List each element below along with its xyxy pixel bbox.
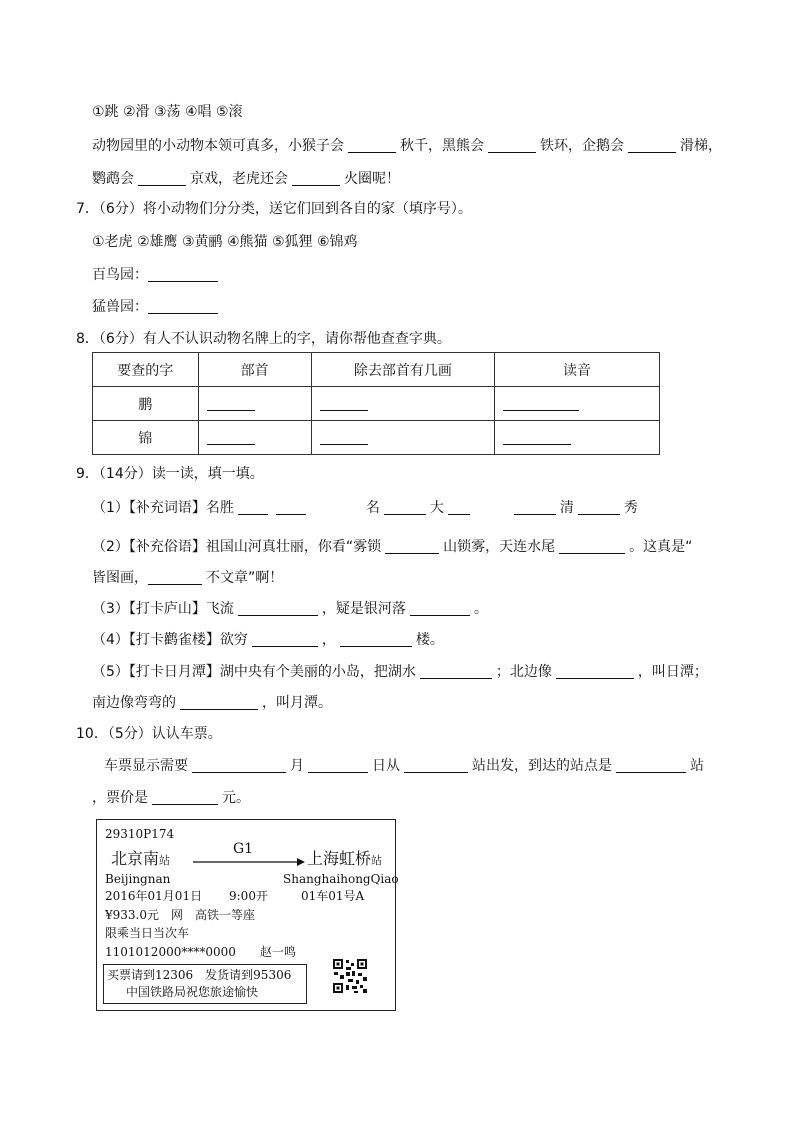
q6-text: 铁环，企鹅会 <box>540 138 624 154</box>
q9-part1 <box>92 499 638 517</box>
bird-garden-label: 百鸟园： <box>92 267 148 283</box>
q10-text: 车票显示需要 <box>104 758 188 774</box>
q9-text: 楼。 <box>415 632 444 648</box>
ticket-notice-2: 中国铁路局祝您旅途愉快 <box>126 985 259 999</box>
q9-text: （2）【补充俗语】祖国山河真壮丽，你看“雾锁 <box>92 539 382 555</box>
answer-blank[interactable] <box>616 758 686 773</box>
table-cell <box>198 387 311 421</box>
q9-text: （4）【打卡鹳雀楼】欲穷 <box>92 632 248 648</box>
q8-title: 8．（6分）有人不认识动物名牌上的字，请你帮他查查字典。 <box>76 331 451 347</box>
ticket-limit: 限乘当日当次车 <box>105 926 190 940</box>
answer-blank[interactable] <box>385 539 439 554</box>
ticket-time: 9:00开 <box>229 889 268 903</box>
q9-part2-line2 <box>92 569 283 587</box>
q9-text: ，叫月潭。 <box>262 695 332 711</box>
q9-text: ， <box>321 632 336 648</box>
beast-garden-blank[interactable] <box>148 299 218 314</box>
ticket-code: 29310P174 <box>105 827 175 841</box>
table-header: 读音 <box>495 353 660 387</box>
answer-blank[interactable] <box>238 601 318 616</box>
answer-blank[interactable] <box>559 539 625 554</box>
table-cell <box>311 387 494 421</box>
arrival-station-en: ShanghaihongQiao <box>283 872 399 886</box>
q9-text: （3）【打卡庐山】飞流 <box>92 601 234 617</box>
arrival-station-name: 上海虹桥 <box>307 849 372 868</box>
q9-part5-line2 <box>92 694 332 712</box>
ticket-passenger: 1101012000****0000 赵一鸣 <box>105 945 296 959</box>
answer-blank[interactable] <box>503 396 579 411</box>
q9-text: ；北边像 <box>495 664 552 680</box>
answer-blank[interactable] <box>180 695 258 710</box>
q9-text: 秀 <box>623 500 638 516</box>
table-cell <box>198 421 311 455</box>
q7-bird-line <box>92 266 222 284</box>
answer-blank[interactable] <box>448 500 470 515</box>
table-cell <box>495 387 660 421</box>
table-header: 要查的字 <box>93 353 199 387</box>
answer-blank[interactable] <box>420 664 492 679</box>
q6-text: 秋千，黑熊会 <box>400 138 484 154</box>
answer-blank[interactable] <box>276 500 306 515</box>
ticket-seat: 01车01号A <box>301 889 365 903</box>
q9-text: 大 <box>429 500 444 516</box>
answer-blank[interactable] <box>152 790 218 805</box>
answer-blank[interactable] <box>340 632 412 647</box>
q10-line2 <box>92 789 250 807</box>
answer-blank[interactable] <box>148 570 202 585</box>
dictionary-table <box>92 352 660 455</box>
ticket-price: ¥933.0元 网 高铁一等座 <box>105 908 255 922</box>
departure-station <box>111 850 170 870</box>
answer-blank[interactable] <box>207 430 255 445</box>
answer-blank[interactable] <box>514 500 556 515</box>
q10-text: 元。 <box>222 790 250 806</box>
answer-blank[interactable] <box>192 758 286 773</box>
table-row <box>93 421 660 455</box>
answer-blank[interactable] <box>348 138 396 153</box>
q9-text: 。 <box>473 601 488 617</box>
q9-part2-line1 <box>92 538 692 556</box>
q9-title: 9．（14分）读一读，填一填。 <box>76 466 264 482</box>
table-header-row <box>93 353 660 387</box>
q10-text: 日从 <box>372 758 400 774</box>
departure-station-en: Beijingnan <box>105 872 171 886</box>
arrow-icon <box>193 856 305 868</box>
departure-station-name: 北京南 <box>111 849 160 868</box>
q6-line1 <box>92 137 722 155</box>
q9-text: 名 <box>365 500 380 516</box>
q7-title: 7．（6分）将小动物们分分类，送它们回到各自的家（填序号）。 <box>76 201 472 217</box>
beast-garden-label: 猛兽园： <box>92 299 148 315</box>
q9-part4 <box>92 631 444 649</box>
answer-blank[interactable] <box>320 396 368 411</box>
answer-blank[interactable] <box>410 601 470 616</box>
answer-blank[interactable] <box>320 430 368 445</box>
q10-text: 站出发，到达的站点是 <box>472 758 612 774</box>
q6-text: 滑梯， <box>680 138 722 154</box>
q10-text: ，票价是 <box>92 790 148 806</box>
q10-text: 月 <box>290 758 304 774</box>
table-cell-char: 锦 <box>93 421 199 455</box>
table-cell <box>495 421 660 455</box>
bird-garden-blank[interactable] <box>148 267 218 282</box>
q9-text: 皆图画， <box>92 570 148 586</box>
q6-text: 火圈呢！ <box>344 171 400 187</box>
answer-blank[interactable] <box>138 171 186 186</box>
table-header: 部首 <box>198 353 311 387</box>
station-suffix: 站 <box>159 854 171 867</box>
q9-text: 山锁雾，天连水尾 <box>443 539 556 555</box>
q9-text: 不文章”啊！ <box>206 570 284 586</box>
q7-options: ①老虎 ②雄鹰 ③黄鹂 ④熊猫 ⑤狐狸 ⑥锦鸡 <box>92 234 358 250</box>
q9-part5-line1 <box>92 663 708 681</box>
q9-text: 南边像弯弯的 <box>92 695 176 711</box>
ticket-notice-1: 买票请到12306 发货请到95306 <box>107 968 292 982</box>
q6-text: 京戏，老虎还会 <box>190 171 288 187</box>
q9-text: （5）【打卡日月潭】湖中央有个美丽的小岛，把湖水 <box>92 664 416 680</box>
arrival-station <box>307 850 382 870</box>
train-ticket <box>96 819 399 1011</box>
qr-code-icon <box>332 958 368 994</box>
answer-blank[interactable] <box>404 758 468 773</box>
answer-blank[interactable] <box>384 500 426 515</box>
q9-text: 。这真是“ <box>629 539 693 555</box>
answer-blank[interactable] <box>503 430 571 445</box>
q10-line1 <box>104 757 704 775</box>
q6-line2 <box>92 170 400 188</box>
answer-blank[interactable] <box>556 664 634 679</box>
answer-blank[interactable] <box>292 171 340 186</box>
q10-text: 站 <box>690 758 704 774</box>
table-row <box>93 387 660 421</box>
q10-title: 10．（5分）认认车票。 <box>76 726 222 742</box>
q9-text: 清 <box>559 500 574 516</box>
q9-text: ，叫日潭； <box>637 664 708 680</box>
answer-blank[interactable] <box>628 138 676 153</box>
table-header: 除去部首有几画 <box>311 353 494 387</box>
answer-blank[interactable] <box>252 632 318 647</box>
answer-blank[interactable] <box>488 138 536 153</box>
answer-blank[interactable] <box>308 758 368 773</box>
q6-text: 动物园里的小动物本领可真多，小猴子会 <box>92 138 344 154</box>
q7-beast-line <box>92 298 222 316</box>
table-cell <box>311 421 494 455</box>
answer-blank[interactable] <box>207 396 255 411</box>
train-number: G1 <box>233 841 254 857</box>
answer-blank[interactable] <box>238 500 268 515</box>
table-cell-char: 鹏 <box>93 387 199 421</box>
q6-text: 鹦鹉会 <box>92 171 134 187</box>
q9-text: ，疑是银河落 <box>321 601 406 617</box>
station-suffix: 站 <box>371 854 383 867</box>
ticket-date: 2016年01月01日 <box>105 889 203 903</box>
q6-options: ①跳 ②滑 ③荡 ④唱 ⑤滚 <box>92 104 243 120</box>
q9-text: （1）【补充词语】名胜 <box>92 500 234 516</box>
ticket-notice-box <box>103 964 307 1004</box>
q9-part3 <box>92 600 488 618</box>
answer-blank[interactable] <box>578 500 620 515</box>
